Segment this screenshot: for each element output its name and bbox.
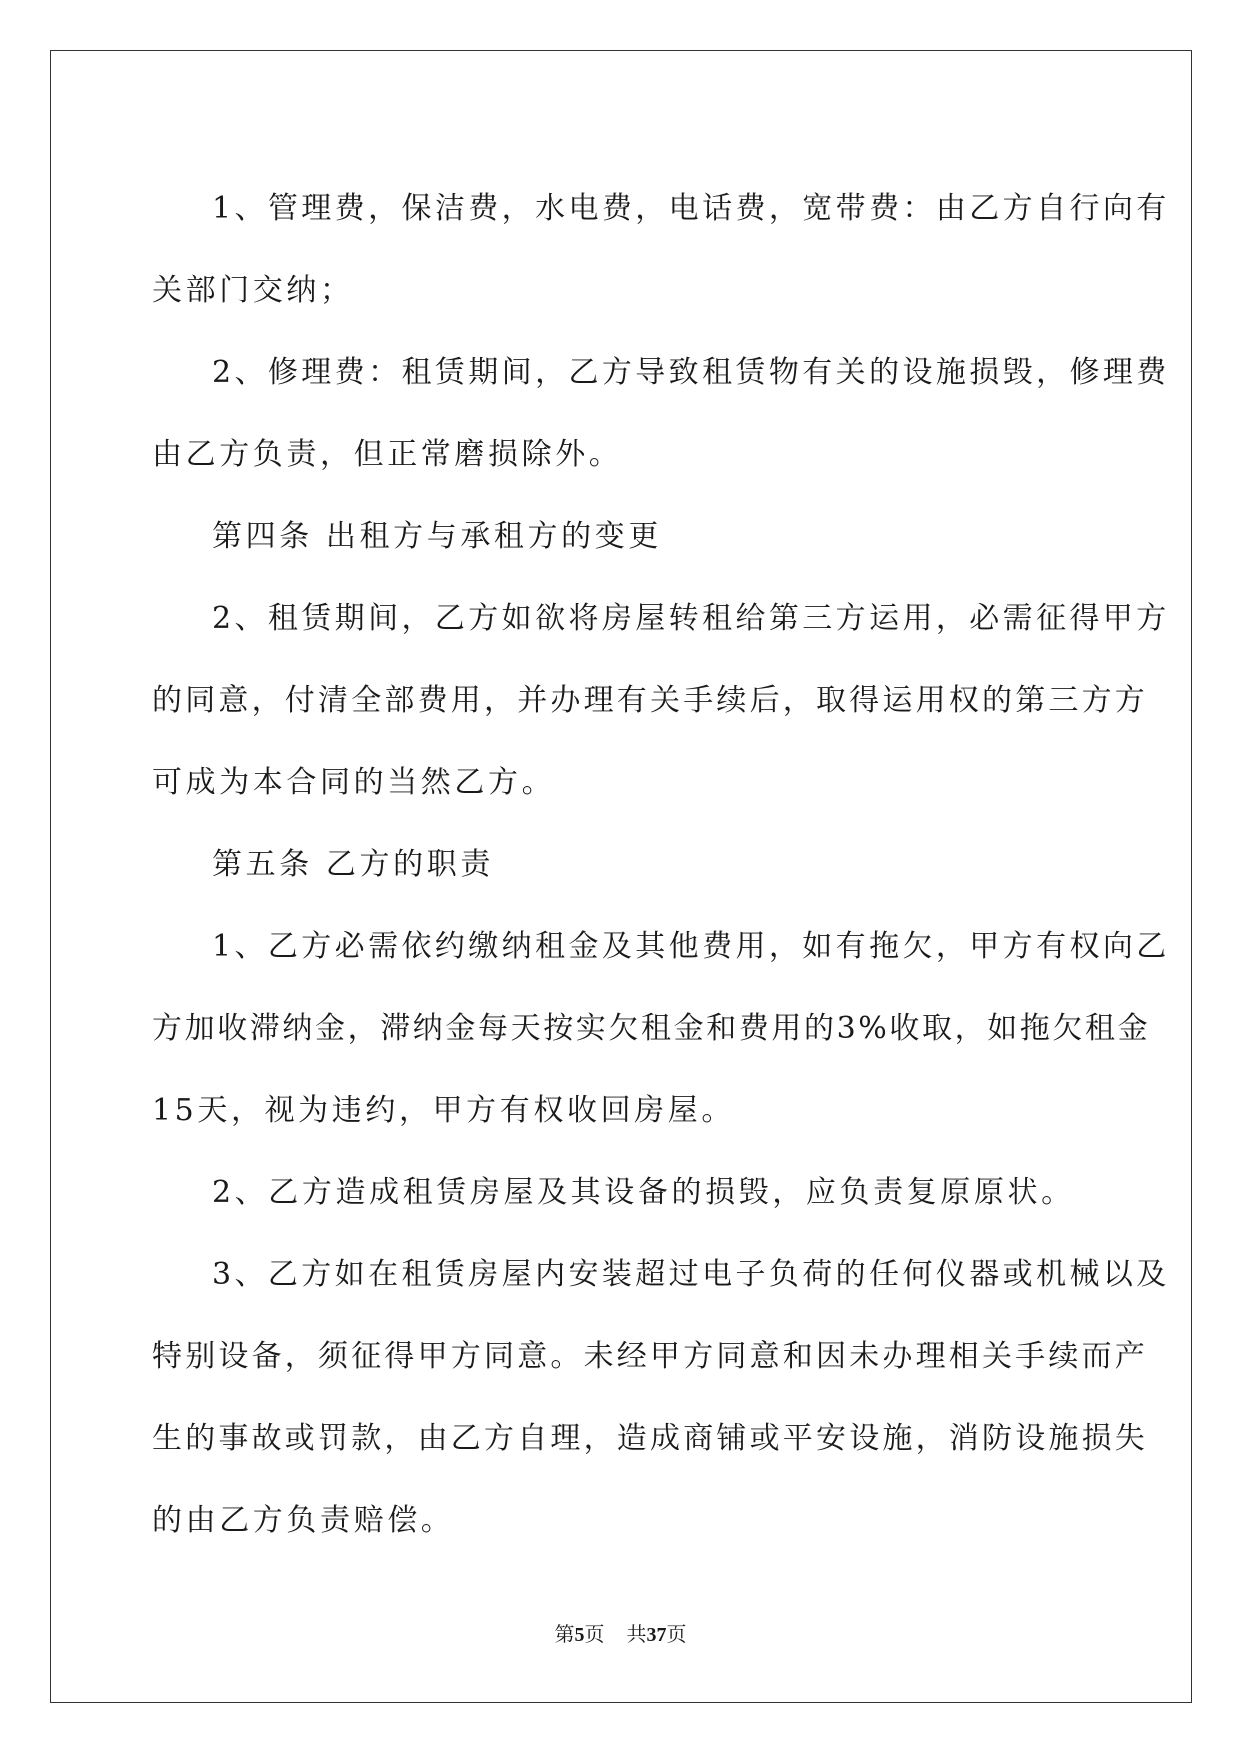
total-prefix: 共 xyxy=(626,1624,647,1646)
page-suffix: 页 xyxy=(584,1624,605,1646)
text-line: 第五条 乙方的职责 xyxy=(212,847,494,882)
page-prefix: 第 xyxy=(554,1624,575,1646)
paragraph-rent-payment xyxy=(152,906,1170,1152)
text-line: 特别设备，须征得甲方同意。未经甲方同意和因未办理相关手续而产 xyxy=(152,1339,1148,1374)
section-heading-article-5 xyxy=(152,824,1092,906)
text-line: 第四条 出租方与承租方的变更 xyxy=(212,519,662,554)
document-body xyxy=(152,168,1170,1562)
text-line: 可成为本合同的当然乙方。 xyxy=(152,765,556,800)
text-line: 的同意，付清全部费用，并办理有关手续后，取得运用权的第三方方 xyxy=(152,683,1148,718)
current-page-number: 5 xyxy=(574,1624,585,1646)
text-line: 1、管理费，保洁费，水电费，电话费，宽带费：由乙方自行向有 xyxy=(212,191,1170,226)
paragraph-repair-fee xyxy=(152,332,1170,496)
text-line: 15天，视为违约，甲方有权收回房屋。 xyxy=(152,1093,735,1128)
paragraph-fees xyxy=(152,168,1170,332)
paragraph-damage-restore xyxy=(152,1152,1092,1234)
page-footer xyxy=(0,1618,1241,1647)
section-heading-article-4 xyxy=(152,496,1092,578)
text-line: 3、乙方如在租赁房屋内安装超过电子负荷的任何仪器或机械以及 xyxy=(212,1257,1170,1292)
paragraph-equipment-install xyxy=(152,1234,1170,1562)
text-line: 1、乙方必需依约缴纳租金及其他费用，如有拖欠，甲方有权向乙 xyxy=(212,929,1170,964)
text-line: 由乙方负责，但正常磨损除外。 xyxy=(152,437,623,472)
text-line: 生的事故或罚款，由乙方自理，造成商铺或平安设施，消防设施损失 xyxy=(152,1421,1148,1456)
text-line: 2、租赁期间，乙方如欲将房屋转租给第三方运用，必需征得甲方 xyxy=(212,601,1170,636)
paragraph-sublease xyxy=(152,578,1170,824)
text-line: 关部门交纳； xyxy=(152,273,354,308)
text-line: 2、修理费：租赁期间，乙方导致租赁物有关的设施损毁，修理费 xyxy=(212,355,1170,390)
text-line: 的由乙方负责赔偿。 xyxy=(152,1503,455,1538)
total-suffix: 页 xyxy=(666,1624,687,1646)
text-line: 2、乙方造成租赁房屋及其设备的损毁，应负责复原原状。 xyxy=(212,1175,1075,1210)
text-line: 方加收滞纳金，滞纳金每天按实欠租金和费用的3%收取，如拖欠租金 xyxy=(152,1011,1151,1046)
total-page-count: 37 xyxy=(646,1624,667,1646)
